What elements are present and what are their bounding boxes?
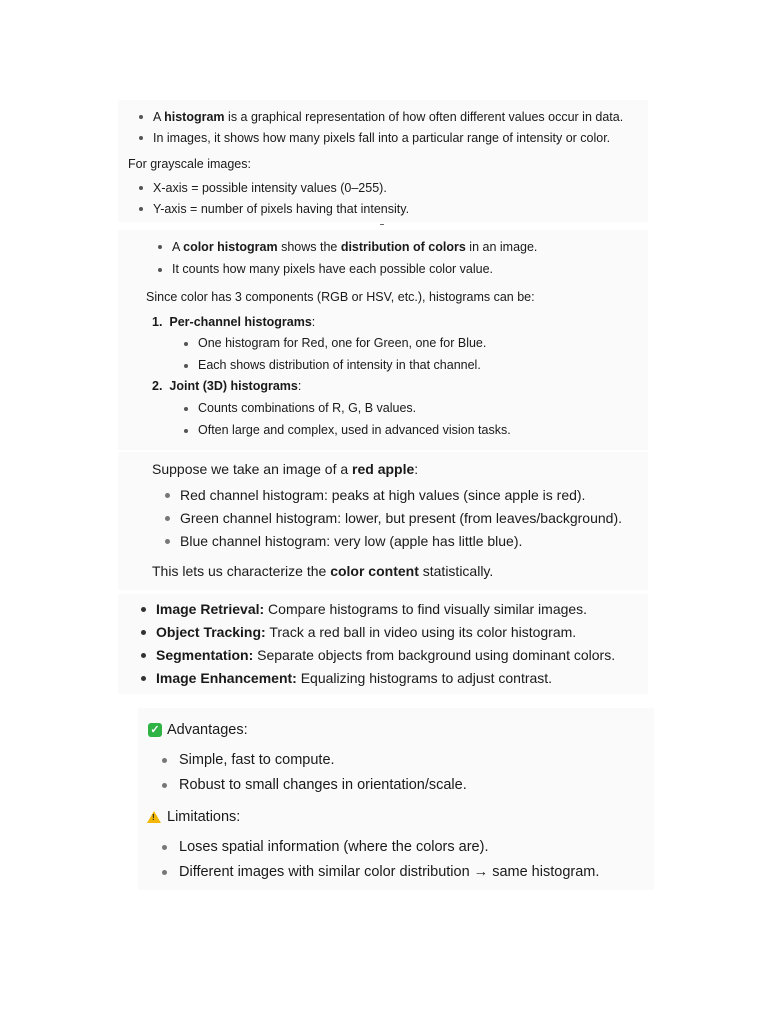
color-histogram-count-note: It counts how many pixels have each possible color value. [172, 262, 494, 276]
joint-sub-1: Counts combinations of R, G, B values. [198, 401, 417, 415]
grayscale-heading: For grayscale images: [128, 157, 251, 171]
bullet-dot [141, 653, 146, 658]
green-channel-note: Green channel histogram: lower, but present (from leaves/background). [180, 510, 623, 526]
red-apple-intro: Suppose we take an image of a red apple: [152, 461, 419, 477]
per-channel-sub-1: One histogram for Red, one for Green, one for Blue. [198, 336, 487, 350]
joint-sub-2: Often large and complex, used in advanced vision tasks. [198, 423, 511, 437]
joint-histogram-item: 2. Joint (3D) histograms: [152, 379, 302, 393]
application-image-enhancement: Image Enhancement: Equalizing histograms to adjust contrast. [156, 670, 553, 686]
bullet-dot [141, 676, 146, 681]
blue-channel-note: Blue channel histogram: very low (apple has little blue). [180, 533, 523, 549]
histogram-images-note: In images, it shows how many pixels fall into a particular range of intensity or color. [153, 131, 611, 145]
bullet-dot [184, 407, 188, 411]
bullet-dot [141, 607, 146, 612]
bullet-dot [162, 845, 167, 850]
bullet-dot [165, 539, 170, 544]
bullet-dot [158, 268, 162, 272]
stray-mark [380, 224, 384, 225]
bullet-dot [162, 870, 167, 875]
color-histogram-definition: A color histogram shows the distribution of colors in an image. [172, 240, 538, 254]
color-components-intro: Since color has 3 components (RGB or HSV, etc.), histograms can be: [146, 290, 535, 304]
bullet-dot [139, 115, 143, 119]
bullet-dot [184, 342, 188, 346]
bullet-dot [165, 516, 170, 521]
bullet-dot [139, 207, 143, 211]
bullet-dot [165, 493, 170, 498]
histogram-definition: A histogram is a graphical representation of how often different values occur in data. [153, 110, 624, 124]
per-channel-item: 1. Per-channel histograms: [152, 315, 316, 329]
application-segmentation: Segmentation: Separate objects from background using dominant colors. [156, 647, 616, 663]
bullet-dot [141, 630, 146, 635]
bullet-dot [139, 186, 143, 190]
y-axis-note: Y-axis = number of pixels having that intensity. [153, 202, 410, 216]
advantage-2: Robust to small changes in orientation/scale. [179, 777, 467, 793]
bullet-dot [184, 429, 188, 433]
bullet-dot [184, 364, 188, 368]
application-image-retrieval: Image Retrieval: Compare histograms to find visually similar images. [156, 601, 588, 617]
limitation-2: Different images with similar color distribution → same histogram. [179, 864, 600, 880]
x-axis-note: X-axis = possible intensity values (0–255). [153, 181, 387, 195]
color-content-summary: This lets us characterize the color content statistically. [152, 563, 494, 579]
bullet-dot [158, 245, 162, 249]
limitations-heading: Limitations: [167, 809, 241, 825]
bullet-dot [162, 758, 167, 763]
check-icon: ✓ [148, 723, 162, 737]
bullet-dot [162, 783, 167, 788]
advantage-1: Simple, fast to compute. [179, 752, 335, 768]
application-object-tracking: Object Tracking: Track a red ball in video using its color histogram. [156, 624, 577, 640]
red-channel-note: Red channel histogram: peaks at high values (since apple is red). [180, 487, 586, 503]
limitation-1: Loses spatial information (where the colors are). [179, 839, 489, 855]
bullet-dot [139, 136, 143, 140]
per-channel-sub-2: Each shows distribution of intensity in that channel. [198, 358, 481, 372]
advantages-heading: Advantages: [167, 722, 248, 738]
warning-icon: ! [147, 811, 161, 823]
